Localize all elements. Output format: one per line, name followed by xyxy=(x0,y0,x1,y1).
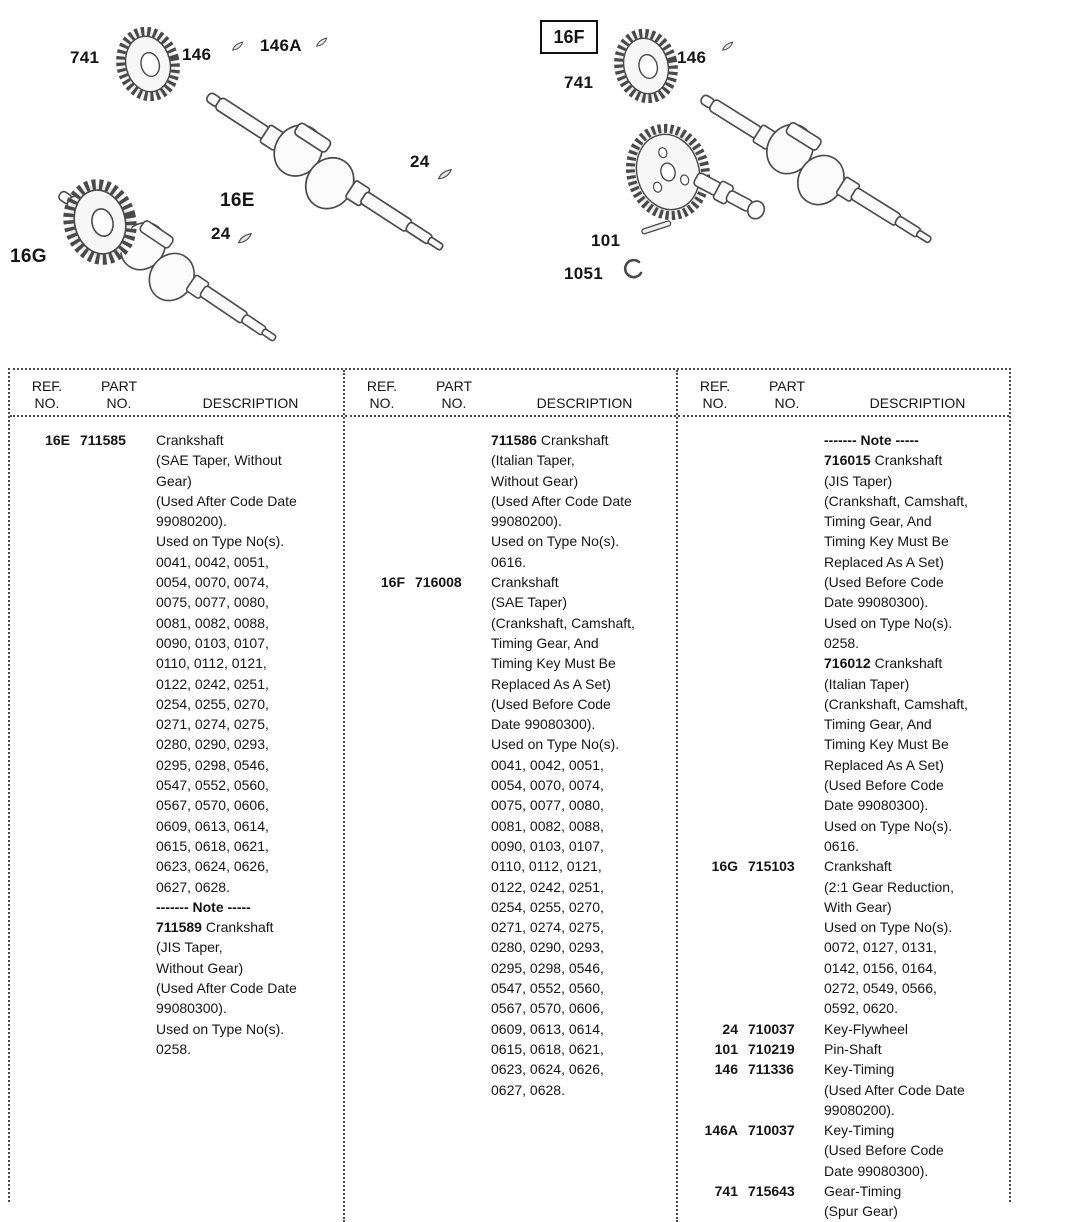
description xyxy=(824,1181,1007,1222)
description-line: Used on Type No(s). xyxy=(491,736,620,753)
header-part-no: PART NO. xyxy=(768,378,806,411)
description-line: (Italian Taper, xyxy=(491,452,575,469)
table-column-group xyxy=(343,370,676,1222)
description-line: 0623, 0624, 0626, xyxy=(491,1061,604,1078)
description-line: 0054, 0070, 0074, xyxy=(156,574,269,591)
description-line: Timing Key Must Be xyxy=(824,736,949,753)
description-line: 0567, 0570, 0606, xyxy=(491,1000,604,1017)
description-line: Date 99080300). xyxy=(824,1162,929,1179)
description-line: 0295, 0298, 0546, xyxy=(156,756,269,773)
description-line: 716015 Crankshaft xyxy=(824,452,943,469)
description-line: 0075, 0077, 0080, xyxy=(156,594,269,611)
description-line: Date 99080300). xyxy=(491,716,596,733)
ref-no: 146 xyxy=(714,1061,738,1078)
table-body xyxy=(10,417,343,1059)
callout-146-right: 146 xyxy=(677,48,707,67)
description-line: (Crankshaft, Camshaft, xyxy=(824,695,968,712)
description xyxy=(824,430,1007,856)
description-line: 0110, 0112, 0121, xyxy=(491,858,602,875)
description-line: 0616. xyxy=(491,553,527,570)
crankshaft-16f-illustration xyxy=(685,74,945,268)
description xyxy=(491,572,674,1100)
description-line: 0615, 0618, 0621, xyxy=(156,837,269,854)
description-line: 0627, 0628. xyxy=(491,1081,565,1098)
description-line: 0615, 0618, 0621, xyxy=(491,1040,604,1057)
description-line: 0081, 0082, 0088, xyxy=(156,614,269,631)
part-entry xyxy=(688,1181,1007,1222)
description-line: Replaced As A Set) xyxy=(824,756,944,773)
description xyxy=(491,430,674,572)
description-line: 0072, 0127, 0131, xyxy=(824,939,937,956)
description-line: 0567, 0570, 0606, xyxy=(156,797,269,814)
description-line: ------- Note ----- xyxy=(824,432,919,448)
callout-146-left: 146 xyxy=(182,45,212,64)
part-entry xyxy=(355,430,674,572)
description-line: 0090, 0103, 0107, xyxy=(491,837,604,854)
description-line: Key-Timing xyxy=(824,1061,895,1078)
description-line: (Crankshaft, Camshaft, xyxy=(491,614,635,631)
description-line: Without Gear) xyxy=(156,959,244,976)
parts-table xyxy=(8,368,1011,1220)
description-line: Gear-Timing xyxy=(824,1182,902,1199)
header-description: DESCRIPTION xyxy=(869,394,966,411)
description-line: Used on Type No(s). xyxy=(824,919,953,936)
description-line: 99080200). xyxy=(156,513,227,530)
key-146-icon-left xyxy=(231,42,244,50)
description xyxy=(824,1120,1007,1181)
description-line: Used on Type No(s). xyxy=(156,1020,285,1037)
callout-16g: 16G xyxy=(10,246,47,267)
description-line: 0271, 0274, 0275, xyxy=(491,919,604,936)
description-line: 0122, 0242, 0251, xyxy=(491,878,604,895)
description-line: 0547, 0552, 0560, xyxy=(491,980,604,997)
part-entry xyxy=(688,1019,1007,1039)
description-line: Replaced As A Set) xyxy=(491,675,611,692)
description-line: Timing Gear, And xyxy=(824,513,932,530)
part-entry xyxy=(20,430,341,1059)
header-ref-no: REF. NO. xyxy=(31,378,63,411)
description-line: 0280, 0290, 0293, xyxy=(156,736,269,753)
description-line: 0258. xyxy=(156,1040,192,1057)
description-line: (SAE Taper) xyxy=(491,594,567,611)
description-line: 0272, 0549, 0566, xyxy=(824,980,937,997)
key-146-icon-right xyxy=(721,42,734,50)
description-line: 99080300). xyxy=(156,1000,227,1017)
ref-no: 16E xyxy=(45,432,70,448)
table-column-group xyxy=(10,370,343,1222)
clip-1051-icon xyxy=(625,260,641,277)
description-line: Timing Gear, And xyxy=(824,716,932,733)
description-line: Used on Type No(s). xyxy=(491,533,620,550)
description-line: Timing Gear, And xyxy=(491,634,599,651)
description xyxy=(824,1019,1007,1039)
description-line: (Used After Code Date xyxy=(156,980,297,997)
description-line: (JIS Taper) xyxy=(824,472,893,489)
header-part-no: PART NO. xyxy=(435,378,473,411)
description-line: (JIS Taper, xyxy=(156,939,223,956)
header-description: DESCRIPTION xyxy=(536,394,633,411)
ref-no: 24 xyxy=(722,1020,738,1037)
part-entry xyxy=(688,1120,1007,1181)
description-line: (Spur Gear) xyxy=(824,1203,898,1220)
ref-no: 741 xyxy=(714,1182,738,1199)
callout-1051: 1051 xyxy=(564,264,604,283)
description-line: 0627, 0628. xyxy=(156,878,230,895)
ref-no: 16F xyxy=(380,574,405,591)
callout-101: 101 xyxy=(591,231,621,250)
table-header-row xyxy=(10,370,343,417)
part-no: 711585 xyxy=(80,432,126,448)
description-line: 711586 Crankshaft xyxy=(491,432,609,448)
callout-146a: 146A xyxy=(260,36,302,55)
description-line: 0041, 0042, 0051, xyxy=(491,756,604,773)
callout-24-upper: 24 xyxy=(410,152,430,171)
table-header-row xyxy=(678,370,1009,417)
description-line: Timing Key Must Be xyxy=(824,533,949,550)
table-body xyxy=(345,417,676,1100)
description-line: (Used Before Code xyxy=(824,777,944,794)
description-line: Crankshaft xyxy=(156,432,224,448)
description-line: 0041, 0042, 0051, xyxy=(156,553,269,570)
part-entry xyxy=(688,856,1007,1018)
header-ref-no: REF. NO. xyxy=(699,378,731,411)
description-line: 0110, 0112, 0121, xyxy=(156,655,267,672)
table-column-group xyxy=(676,370,1009,1222)
description-line: (Italian Taper) xyxy=(824,675,910,692)
description-line: (Used After Code Date xyxy=(156,492,297,509)
part-no: 715103 xyxy=(748,858,795,875)
timing-gear-741-illustration-right xyxy=(612,27,680,104)
description-line: Key-Timing xyxy=(824,1122,895,1139)
table-body xyxy=(678,417,1009,1222)
description-line: Crankshaft xyxy=(824,858,892,875)
description-line: 0075, 0077, 0080, xyxy=(491,797,604,814)
description-line: 0254, 0255, 0270, xyxy=(156,695,269,712)
description-line: Crankshaft xyxy=(491,574,559,591)
part-entry xyxy=(688,1039,1007,1059)
description-line: Key-Flywheel xyxy=(824,1020,909,1037)
ref-no: 101 xyxy=(714,1040,738,1057)
description-line: 0254, 0255, 0270, xyxy=(491,898,604,915)
description-line: Used on Type No(s). xyxy=(156,533,285,550)
description-line: 0054, 0070, 0074, xyxy=(491,777,604,794)
description-line: ------- Note ----- xyxy=(156,898,251,915)
inset-16f-box xyxy=(540,20,598,54)
description-line: (Used After Code Date xyxy=(491,492,632,509)
description-line: 0616. xyxy=(824,837,860,854)
description-line: With Gear) xyxy=(824,898,892,915)
description-line: Date 99080300). xyxy=(824,797,929,814)
description xyxy=(824,1059,1007,1120)
description-line: Replaced As A Set) xyxy=(824,553,944,570)
callout-24-lower: 24 xyxy=(211,224,231,243)
pin-101-icon xyxy=(641,220,671,234)
description-line: 716012 Crankshaft xyxy=(824,655,943,672)
description-line: Used on Type No(s). xyxy=(824,817,953,834)
description-line: (Used Before Code xyxy=(491,695,611,712)
key-146a-icon-left xyxy=(315,38,328,46)
description-line: 0623, 0624, 0626, xyxy=(156,858,269,875)
part-no: 715643 xyxy=(748,1182,795,1199)
description-line: 99080200). xyxy=(824,1101,895,1118)
description-line: 0609, 0613, 0614, xyxy=(491,1020,604,1037)
crankshaft-16e-illustration xyxy=(190,71,458,276)
description-line: 0547, 0552, 0560, xyxy=(156,777,269,794)
part-no: 710037 xyxy=(748,1020,795,1037)
ref-no: 16G xyxy=(711,858,738,875)
key-24-upper-icon xyxy=(437,170,452,179)
key-24-lower-icon xyxy=(237,234,252,243)
header-ref-no: REF. NO. xyxy=(366,378,398,411)
camshaft-timing-gear-illustration xyxy=(621,120,715,224)
callout-741-left: 741 xyxy=(70,48,100,67)
description-line: (2:1 Gear Reduction, xyxy=(824,878,954,895)
description xyxy=(824,1039,1007,1059)
part-no: 710219 xyxy=(748,1040,795,1057)
part-entry xyxy=(688,430,1007,856)
description-line: 0090, 0103, 0107, xyxy=(156,634,269,651)
description-line: Date 99080300). xyxy=(824,594,929,611)
parts-diagram xyxy=(0,0,1073,365)
description xyxy=(156,430,341,1059)
description-line: 0271, 0274, 0275, xyxy=(156,716,269,733)
description-line: (Used Before Code xyxy=(824,574,944,591)
description-line: (Used Before Code xyxy=(824,1142,944,1159)
description-line: 711589 Crankshaft xyxy=(156,919,274,936)
header-description: DESCRIPTION xyxy=(202,394,299,411)
description-line: (Used After Code Date xyxy=(824,1081,965,1098)
timing-gear-741-illustration-left xyxy=(114,25,182,102)
part-entry xyxy=(355,572,674,1100)
part-entry xyxy=(688,1059,1007,1120)
description-line: (Crankshaft, Camshaft, xyxy=(824,492,968,509)
description-line: 0142, 0156, 0164, xyxy=(824,959,937,976)
description-line: 0280, 0290, 0293, xyxy=(491,939,604,956)
part-no: 711336 xyxy=(748,1061,794,1078)
description-line: Gear) xyxy=(156,472,192,489)
description-line: 99080200). xyxy=(491,513,562,530)
description-line: 0081, 0082, 0088, xyxy=(491,817,604,834)
description-line: 0122, 0242, 0251, xyxy=(156,675,269,692)
callout-16e: 16E xyxy=(220,190,255,211)
description-line: Timing Key Must Be xyxy=(491,655,616,672)
description-line: 0258. xyxy=(824,634,860,651)
table-header-row xyxy=(345,370,676,417)
callout-741-right: 741 xyxy=(564,73,594,92)
description-line: 0592, 0620. xyxy=(824,1000,898,1017)
description-line: Pin-Shaft xyxy=(824,1040,882,1057)
description-line: (SAE Taper, Without xyxy=(156,452,282,469)
description-line: Without Gear) xyxy=(491,472,579,489)
part-no: 710037 xyxy=(748,1122,795,1139)
ref-no: 146A xyxy=(704,1122,738,1139)
header-part-no: PART NO. xyxy=(100,378,138,411)
inset-16f-label: 16F xyxy=(553,26,585,47)
part-no: 716008 xyxy=(415,574,462,591)
description-line: 0609, 0613, 0614, xyxy=(156,817,269,834)
description-line: Used on Type No(s). xyxy=(824,614,953,631)
description xyxy=(824,856,1007,1018)
figure-area xyxy=(0,0,1073,365)
description-line: 0295, 0298, 0546, xyxy=(491,959,604,976)
